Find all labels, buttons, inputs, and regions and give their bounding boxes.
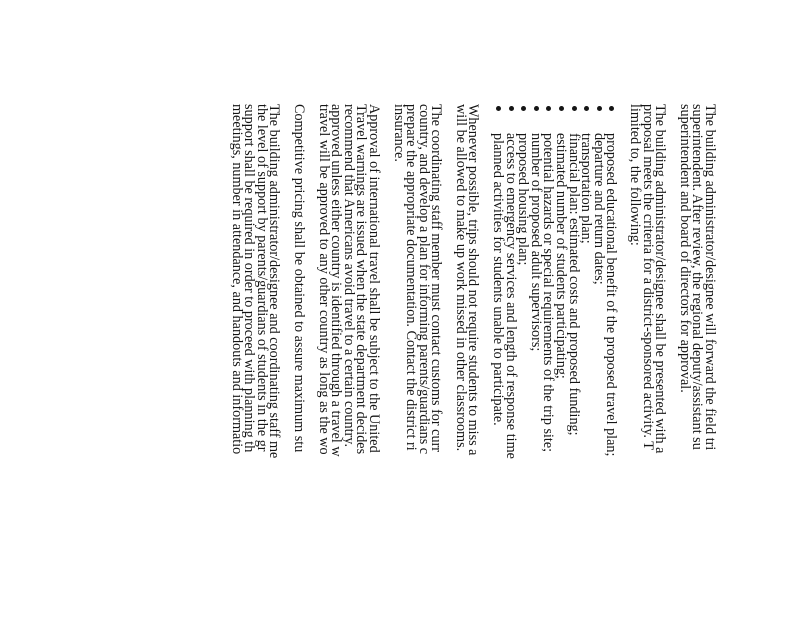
paragraph-international-travel (317, 104, 380, 618)
paragraph-parent-support (228, 104, 283, 618)
rotated-document (116, 104, 716, 618)
text-line: the level of support by parents/guardians of students in the gr (253, 104, 270, 452)
text-line: Whenever possible, trips should not require students to miss a (465, 104, 482, 456)
list-item-text: estimated number of students participating; (553, 133, 570, 379)
paragraph-customs (390, 104, 445, 618)
bullet-icon (521, 106, 526, 111)
text-line: Travel warnings are issued when the state department decides (353, 104, 370, 455)
bullet-icon (559, 106, 564, 111)
paragraph-field-trip-forward (678, 104, 716, 618)
bullet-icon (509, 106, 514, 111)
text-line: approved unless either country is identified through a travel w (328, 104, 345, 457)
text-line: recommend that Americans avoid travel to a certain country. (340, 104, 357, 447)
bullet-icon (534, 106, 539, 111)
text-line: travel will be approved to any other country as long as the wo (315, 104, 332, 455)
paragraph-competitive-pricing (292, 104, 305, 618)
bullet-icon (546, 106, 551, 111)
text-line: will be allowed to make up work missed in other classrooms. (452, 104, 469, 452)
text-line: Competitive pricing shall be obtained to assure maximum stu (290, 104, 307, 453)
bullet-icon (496, 106, 501, 111)
criteria-bullet-list (492, 104, 618, 618)
text-line: meetings, number in attendance, and handouts and informatio (228, 104, 245, 455)
bullet-icon (584, 106, 589, 111)
text-line: country, and develop a plan for informing parents/guardians c (415, 104, 432, 455)
list-item-text: transportation plan; (578, 133, 595, 244)
text-line: The coordinating staff member must contact customs for curr (428, 104, 445, 453)
bullet-icon (597, 106, 602, 111)
bullet-icon (609, 106, 614, 111)
text-line: superintendent. After review, the regional deputy/assistant su (689, 104, 706, 450)
text-line: limited to, the following: (627, 104, 644, 246)
bullet-icon (572, 106, 577, 111)
list-item-text: number of proposed adult supervisors; (527, 133, 544, 352)
text-line: The building administrator/designee and coordinating staff me (266, 104, 283, 459)
text-line: Approval of international travel shall be subject to the United (365, 104, 382, 453)
text-line: support shall be required in order to proceed with planning th (241, 104, 258, 453)
list-item-text: access to emergency services and length of response time (502, 133, 519, 459)
list-item-text: financial plan: estimated costs and proposed funding; (565, 133, 582, 436)
list-item-text: planned activities for students unable to participate. (490, 133, 507, 426)
paragraph-proposal-criteria (627, 104, 669, 618)
text-line: proposal meets the criteria for a district-sponsored activity. T (639, 104, 656, 450)
text-line: insurance. (390, 104, 407, 162)
list-item (492, 104, 505, 618)
list-item-text: proposed educational benefit of the proposed travel plan; (603, 133, 620, 457)
list-item-text: potential hazards or special requirements of the trip site; (540, 133, 557, 453)
text-line: The building administrator/designee will forward the field tri (702, 104, 718, 451)
text-line: prepare the appropriate documentation. Contact the district ri (403, 104, 420, 451)
text-line: The building administrator/designee shall be presented with a (652, 104, 669, 454)
list-item-text: departure and return dates; (590, 133, 607, 285)
list-item-text: proposed housing plan; (515, 133, 532, 266)
text-line: superintendent and board of directors for approval. (676, 104, 693, 393)
paragraph-missed-work (452, 104, 482, 618)
